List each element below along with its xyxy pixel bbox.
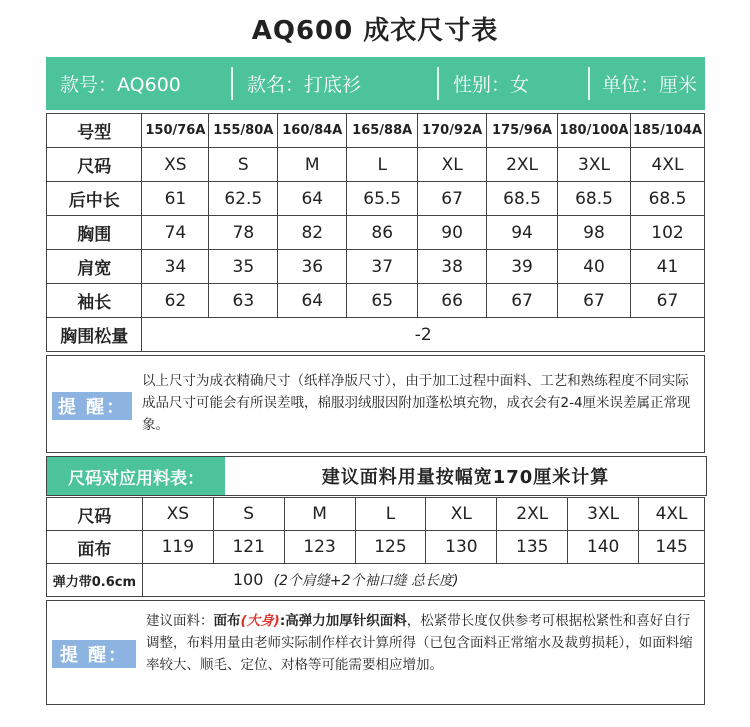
size-row <box>47 148 705 182</box>
size-cell: XL <box>418 148 487 182</box>
value-cell: 130 <box>426 531 497 564</box>
value-cell: 61 <box>142 182 209 216</box>
value-cell: 68.5 <box>630 182 704 216</box>
row-label: 袖长 <box>47 284 142 318</box>
fabric-suggest-prefix: 建议面料： <box>146 613 214 629</box>
value-cell: 145 <box>639 531 705 564</box>
value-cell: 64 <box>278 182 347 216</box>
row-label: 面布 <box>47 531 143 564</box>
size-cell: 3XL <box>558 148 631 182</box>
size-cell: 2XL <box>497 498 568 531</box>
size-cell: S <box>209 148 278 182</box>
row-label: 弹力带0.6cm <box>47 564 143 597</box>
value-cell: 135 <box>497 531 568 564</box>
row-label: 尺码 <box>47 148 142 182</box>
value-cell: 102 <box>630 216 704 250</box>
model-cell: 155/80A <box>209 114 278 148</box>
item-name: 款名：打底衫 <box>247 74 362 96</box>
value-cell: 62.5 <box>209 182 278 216</box>
value-cell: 36 <box>278 250 347 284</box>
fabric-main: 面布 <box>213 613 241 629</box>
model-cell: 170/92A <box>418 114 487 148</box>
row-label: 尺码 <box>47 498 143 531</box>
ease-row <box>47 318 705 352</box>
fabric-calc-note: 建议面料用量按幅宽170厘米计算 <box>321 467 610 488</box>
size-cell: 4XL <box>639 498 705 531</box>
value-cell: 66 <box>418 284 487 318</box>
fabric-section-header <box>46 456 707 496</box>
size-cell: L <box>355 498 426 531</box>
value-cell: 67 <box>487 284 558 318</box>
sleeve-row <box>47 284 705 318</box>
size-cell: M <box>284 498 355 531</box>
row-label: 号型 <box>47 114 142 148</box>
value-cell: 140 <box>568 531 639 564</box>
value-cell: 64 <box>278 284 347 318</box>
size-cell: XL <box>426 498 497 531</box>
chest-row <box>47 216 705 250</box>
row-label: 后中长 <box>47 182 142 216</box>
model-cell: 150/76A <box>142 114 209 148</box>
value-cell: 65.5 <box>347 182 418 216</box>
reminder-label-2: 提 醒： <box>52 640 136 668</box>
size-cell: 4XL <box>630 148 704 182</box>
value-cell: 35 <box>209 250 278 284</box>
value-cell: 63 <box>209 284 278 318</box>
model-cell: 160/84A <box>278 114 347 148</box>
value-cell: 34 <box>142 250 209 284</box>
size-cell: 2XL <box>487 148 558 182</box>
value-cell: 68.5 <box>487 182 558 216</box>
fabric-body-tag: (大身) <box>240 613 280 629</box>
elastic-note: (2个肩缝+2个袖口缝 总长度) <box>273 573 459 589</box>
size-cell: M <box>278 148 347 182</box>
gender: 性别：女 <box>453 74 530 96</box>
value-cell: 121 <box>213 531 284 564</box>
value-cell: 65 <box>347 284 418 318</box>
divider <box>437 67 439 100</box>
value-cell: 82 <box>278 216 347 250</box>
value-cell: 74 <box>142 216 209 250</box>
value-cell: 37 <box>347 250 418 284</box>
ease-value: -2 <box>142 318 705 352</box>
value-cell: 67 <box>558 284 631 318</box>
fabric-size-row <box>47 498 705 531</box>
row-label: 胸围 <box>47 216 142 250</box>
value-cell: 38 <box>418 250 487 284</box>
product-info-bar <box>46 57 705 110</box>
value-cell: 40 <box>558 250 631 284</box>
row-label: 肩宽 <box>47 250 142 284</box>
value-cell: 123 <box>284 531 355 564</box>
value-cell: 62 <box>142 284 209 318</box>
shoulder-row <box>47 250 705 284</box>
value-cell: 78 <box>209 216 278 250</box>
model-cell: 185/104A <box>630 114 704 148</box>
fabric-note-rest: ，松紧带长度仅供参考可根据松紧性和喜好自行调整，布料用量由老师实际制作样衣计算所得（已包含面料正常缩水及裁剪损耗），如面料缩率较大、顺毛、定位、对格等可能需要相应增加。 <box>146 613 693 673</box>
size-cell: 3XL <box>568 498 639 531</box>
unit: 单位：厘米 <box>602 74 698 96</box>
elastic-value <box>142 564 704 597</box>
back-length-row <box>47 182 705 216</box>
reminder-label: 提 醒： <box>52 392 132 420</box>
model-row <box>47 114 705 148</box>
size-table <box>46 113 705 352</box>
size-cell: S <box>213 498 284 531</box>
value-cell: 86 <box>347 216 418 250</box>
fabric-amount-row <box>47 531 705 564</box>
fabric-table-tag: 尺码对应用料表： <box>47 457 225 495</box>
value-cell: 41 <box>630 250 704 284</box>
fabric-table <box>46 497 705 597</box>
model-cell: 175/96A <box>487 114 558 148</box>
value-cell: 67 <box>630 284 704 318</box>
size-cell: XS <box>142 498 213 531</box>
item-number: 款号：AQ600 <box>60 74 181 96</box>
reminder-text-2 <box>146 610 698 676</box>
divider <box>231 67 233 100</box>
value-cell: 67 <box>418 182 487 216</box>
elastic-length: 100 <box>232 570 264 589</box>
divider <box>588 67 590 100</box>
value-cell: 94 <box>487 216 558 250</box>
value-cell: 98 <box>558 216 631 250</box>
value-cell: 39 <box>487 250 558 284</box>
value-cell: 119 <box>142 531 213 564</box>
row-label: 胸围松量 <box>47 318 142 352</box>
page-title: AQ600 成衣尺寸表 <box>251 16 499 46</box>
value-cell: 68.5 <box>558 182 631 216</box>
elastic-row <box>47 564 705 597</box>
reminder-text: 以上尺寸为成衣精确尺寸（纸样净版尺寸），由于加工过程中面料、工艺和熟练程度不同实际成品尺寸可能会有所误差哦，棉服羽绒服因附加蓬松填充物，成衣会有2-4厘米误差属正常现象。 <box>142 373 691 433</box>
value-cell: 90 <box>418 216 487 250</box>
size-cell: L <box>347 148 418 182</box>
model-cell: 180/100A <box>558 114 631 148</box>
value-cell: 125 <box>355 531 426 564</box>
fabric-desc: :高弹力加厚针织面料 <box>279 613 407 629</box>
size-cell: XS <box>142 148 209 182</box>
model-cell: 165/88A <box>347 114 418 148</box>
